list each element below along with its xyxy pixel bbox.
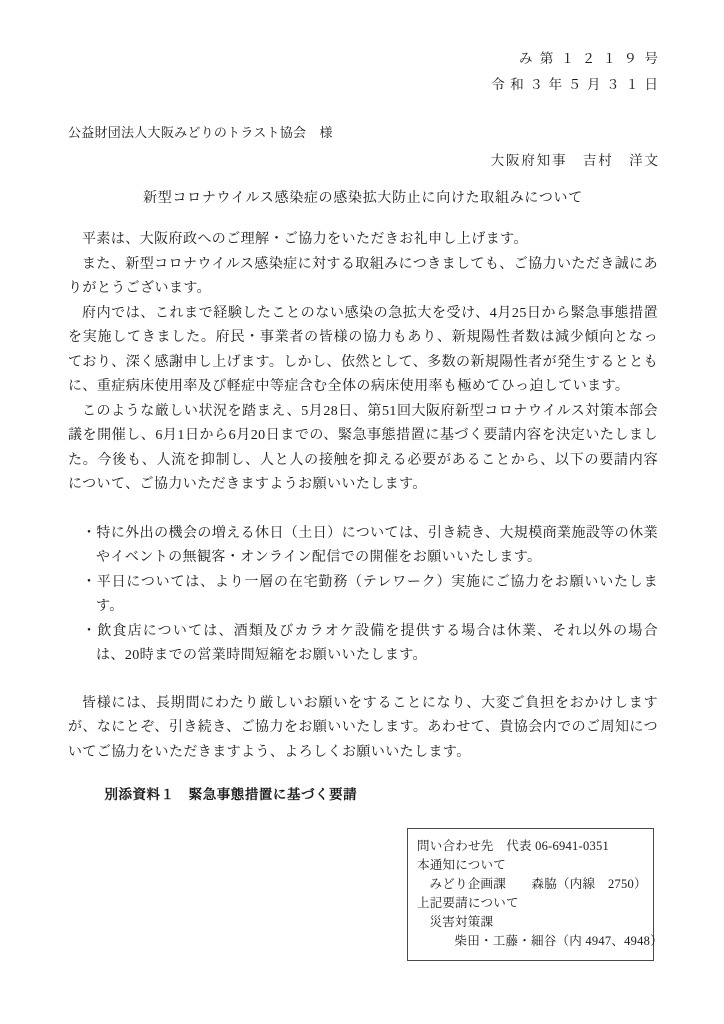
paragraph-situation: 府内では、これまで経験したことのない感染の急拡大を受け、4月25日から緊急事態措置を実施してきました。府民・事業者の皆様の協力もあり、新規陽性者数は減少傾向となっており、深く感謝申し上げます。しかし、依然として、多数の新規陽性者が発生するとともに、重症病床使用率及び軽症中等症含む全体の病床使用率も極めてひっ迫しています。 [68, 305, 658, 394]
sender-signature: 大阪府知事 吉村 洋文 [490, 153, 660, 168]
request-item-holidays: ・特に外出の機会の増える休日（土日）については、引き続き、大規模商業施設等の休業やイベントの無観客・オンライン配信での開催をお願いいたします。 [82, 525, 658, 565]
document-date: 令和３年５月３１日 [491, 77, 664, 92]
paragraph-thanks: また、新型コロナウイルス感染症に対する取組みにつきましても、ご協力いただき誠にありがとうございます。 [68, 256, 658, 296]
contact-line-staff-names: 柴田・工藤・細谷（内 4947、4948） [454, 934, 663, 948]
contact-line-midori-division: みどり企画課 森脇（内線 2750） [429, 877, 647, 891]
letter-body [68, 228, 658, 806]
contact-line-main: 問い合わせ先 代表 06-6941-0351 [417, 839, 609, 853]
paragraph-decision: このような厳しい状況を踏まえ、5月28日、第51回大阪府新型コロナウイルス対策本部会議を開催し、6月1日から6月20日までの、緊急事態措置に基づく要請内容を決定いたしました。今後も、人流を抑制し、人と人の接触を抑える必要があることから、以下の要請内容について、ご協力いただきますようお願いいたします。 [68, 403, 658, 492]
contact-line-request-heading: 上記要請について [417, 896, 519, 910]
subject-title: 新型コロナウイルス感染症の感染拡大防止に向けた取組みについて [143, 191, 583, 206]
attachment-note: 別添資料１ 緊急事態措置に基づく要請 [104, 787, 358, 802]
contact-box [407, 828, 663, 961]
paragraph-greeting: 平素は、大阪府政へのご理解・ご協力をいただきお礼申し上げます。 [82, 232, 528, 247]
contact-line-notice-heading: 本通知について [417, 858, 507, 872]
document-number: み第１２１９号 [518, 51, 666, 66]
request-item-restaurants: ・飲食店については、酒類及びカラオケ設備を提供する場合は休業、それ以外の場合は、20時までの営業時間短縮をお願いいたします。 [82, 623, 658, 663]
request-item-telework: ・平日については、より一層の在宅勤務（テレワーク）実施にご協力をお願いいたします。 [82, 574, 658, 614]
contact-line-disaster-division: 災害対策課 [429, 915, 494, 929]
paragraph-closing: 皆様には、長期間にわたり厳しいお願いをすることになり、大変ご負担をおかけしますが、なにとぞ、引き続き、ご協力をお願いいたします。あわせて、貴協会内でのご周知についてご協力をいただきますよう、よろしくお願いいたします。 [68, 695, 658, 760]
request-list [68, 522, 658, 669]
addressee: 公益財団法人大阪みどりのトラスト協会 様 [68, 125, 333, 140]
